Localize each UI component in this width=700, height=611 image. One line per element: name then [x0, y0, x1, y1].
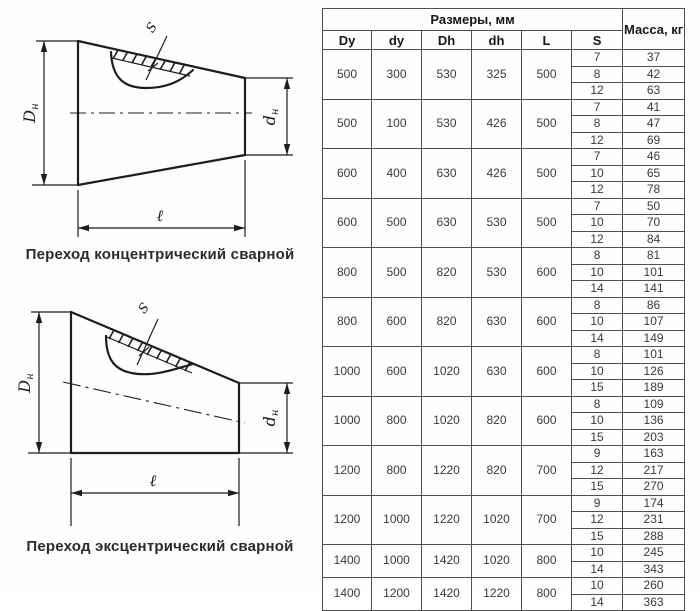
thickness-cell: 12 — [572, 512, 623, 529]
mass-cell: 217 — [623, 462, 685, 479]
dimension-cell: 1220 — [422, 495, 472, 545]
col-header-dh-large: Dh — [422, 31, 472, 50]
mass-cell: 107 — [623, 314, 685, 331]
dimension-cell: 630 — [422, 149, 472, 199]
thickness-cell: 15 — [572, 528, 623, 545]
mass-cell: 270 — [623, 479, 685, 496]
dimension-cell: 630 — [422, 198, 472, 248]
thickness-cell: 14 — [572, 561, 623, 578]
dimension-cell: 530 — [472, 198, 522, 248]
dimension-cell: 530 — [422, 50, 472, 100]
thickness-cell: 14 — [572, 330, 623, 347]
mass-cell: 163 — [623, 446, 685, 463]
thickness-cell: 10 — [572, 215, 623, 232]
dimension-cell: 1020 — [472, 545, 522, 578]
dimension-cell: 500 — [522, 99, 572, 149]
large-diameter-label: Dн — [15, 373, 36, 393]
mass-cell: 42 — [623, 66, 685, 83]
thickness-cell: 7 — [572, 149, 623, 166]
table-row — [323, 99, 685, 116]
small-diameter-label: dн — [260, 409, 281, 427]
thickness-leader-line — [146, 36, 167, 80]
large-diameter-dimension — [15, 312, 71, 453]
thickness-cell: 12 — [572, 132, 623, 149]
mass-cell: 174 — [623, 495, 685, 512]
length-dimension — [78, 160, 245, 237]
thickness-cell: 9 — [572, 495, 623, 512]
concentric-reducer-drawing — [0, 0, 318, 280]
table-body — [323, 50, 685, 611]
dimension-cell: 800 — [372, 446, 422, 496]
mass-cell: 78 — [623, 182, 685, 199]
dimension-cell: 1000 — [323, 396, 372, 446]
mass-cell: 109 — [623, 396, 685, 413]
dimension-cell: 1400 — [323, 578, 372, 611]
table-row — [323, 495, 685, 512]
mass-cell: 37 — [623, 50, 685, 67]
dimension-cell: 800 — [522, 578, 572, 611]
dimension-cell: 300 — [372, 50, 422, 100]
table-header-row-1 — [323, 9, 685, 31]
mass-cell: 65 — [623, 165, 685, 182]
dimension-cell: 800 — [323, 297, 372, 347]
thickness-cell: 12 — [572, 462, 623, 479]
thickness-cell: 14 — [572, 281, 623, 298]
mass-cell: 81 — [623, 248, 685, 265]
thickness-cell: 10 — [572, 264, 623, 281]
table-row — [323, 545, 685, 562]
dimension-cell: 325 — [472, 50, 522, 100]
thickness-label: S — [135, 300, 153, 317]
dimension-cell: 600 — [522, 347, 572, 397]
mass-cell: 245 — [623, 545, 685, 562]
table-row — [323, 347, 685, 364]
mass-cell: 203 — [623, 429, 685, 446]
table-row — [323, 578, 685, 595]
dimension-cell: 1000 — [372, 545, 422, 578]
mass-cell: 50 — [623, 198, 685, 215]
dimension-cell: 1220 — [422, 446, 472, 496]
thickness-cell: 12 — [572, 231, 623, 248]
dimension-cell: 100 — [372, 99, 422, 149]
mass-cell: 260 — [623, 578, 685, 595]
thickness-cell: 9 — [572, 446, 623, 463]
mass-cell: 363 — [623, 594, 685, 611]
dimension-cell: 1200 — [323, 446, 372, 496]
dimension-cell: 500 — [323, 50, 372, 100]
mass-cell: 101 — [623, 264, 685, 281]
table-row — [323, 198, 685, 215]
thickness-cell: 8 — [572, 396, 623, 413]
dimension-cell: 600 — [372, 347, 422, 397]
large-diameter-dimension — [20, 41, 78, 185]
dimension-cell: 1420 — [422, 578, 472, 611]
col-header-dy-large: Dy — [323, 31, 372, 50]
sizes-header: Размеры, мм — [323, 9, 623, 31]
dimension-cell: 700 — [522, 495, 572, 545]
dimension-cell: 1200 — [372, 578, 422, 611]
concentric-caption: Переход концентрический сварной — [25, 246, 295, 263]
dimension-cell: 600 — [372, 297, 422, 347]
thickness-cell: 10 — [572, 165, 623, 182]
mass-cell: 189 — [623, 380, 685, 397]
col-header-s: S — [572, 31, 623, 50]
dimension-cell: 1220 — [472, 578, 522, 611]
dimension-cell: 1420 — [422, 545, 472, 578]
dimension-cell: 530 — [472, 248, 522, 298]
dimension-cell: 500 — [372, 198, 422, 248]
dimension-cell: 600 — [323, 198, 372, 248]
mass-cell: 70 — [623, 215, 685, 232]
thickness-cell: 8 — [572, 297, 623, 314]
dimension-cell: 500 — [522, 149, 572, 199]
dimension-cell: 820 — [472, 446, 522, 496]
table-row — [323, 248, 685, 265]
dimension-cell: 600 — [522, 248, 572, 298]
dimension-cell: 800 — [323, 248, 372, 298]
thickness-cell: 7 — [572, 50, 623, 67]
table-row — [323, 297, 685, 314]
dimension-cell: 600 — [323, 149, 372, 199]
dimension-cell: 500 — [522, 198, 572, 248]
weld-section-detail — [111, 20, 193, 88]
mass-cell: 69 — [623, 132, 685, 149]
dimensions-table — [322, 8, 685, 611]
dimension-cell: 500 — [323, 99, 372, 149]
thickness-cell: 8 — [572, 116, 623, 133]
table-row — [323, 446, 685, 463]
thickness-cell: 10 — [572, 314, 623, 331]
length-label: ℓ — [156, 206, 164, 225]
small-diameter-dimension — [245, 78, 293, 155]
dimension-cell: 530 — [422, 99, 472, 149]
dimension-cell: 426 — [472, 99, 522, 149]
mass-cell: 126 — [623, 363, 685, 380]
col-header-dy-small: dy — [372, 31, 422, 50]
dimension-cell: 1000 — [372, 495, 422, 545]
dimension-cell: 1200 — [323, 495, 372, 545]
dimension-cell: 700 — [522, 446, 572, 496]
dimension-cell: 800 — [372, 396, 422, 446]
mass-cell: 343 — [623, 561, 685, 578]
mass-cell: 141 — [623, 281, 685, 298]
thickness-cell: 8 — [572, 248, 623, 265]
mass-cell: 231 — [623, 512, 685, 529]
length-dimension — [71, 458, 239, 526]
dimension-cell: 426 — [472, 149, 522, 199]
table-row — [323, 149, 685, 166]
thickness-cell: 7 — [572, 99, 623, 116]
col-header-l: L — [522, 31, 572, 50]
mass-cell: 84 — [623, 231, 685, 248]
small-diameter-dimension — [239, 383, 293, 453]
col-header-dh-small: dh — [472, 31, 522, 50]
dimension-cell: 1020 — [422, 396, 472, 446]
dimension-cell: 800 — [522, 545, 572, 578]
thickness-cell: 15 — [572, 380, 623, 397]
large-diameter-label: Dн — [20, 103, 41, 123]
thickness-cell: 8 — [572, 347, 623, 364]
thickness-cell: 10 — [572, 413, 623, 430]
dimension-cell: 630 — [472, 347, 522, 397]
thickness-cell: 8 — [572, 66, 623, 83]
eccentric-reducer-drawing — [0, 293, 318, 558]
small-diameter-label: dн — [260, 108, 281, 126]
reducer-body-outline — [71, 312, 239, 453]
dimension-cell: 500 — [372, 248, 422, 298]
dimension-cell: 1020 — [422, 347, 472, 397]
hatch-pattern — [109, 330, 190, 371]
dimension-cell: 820 — [422, 248, 472, 298]
length-label: ℓ — [149, 471, 157, 490]
dimension-cell: 400 — [372, 149, 422, 199]
table-row — [323, 50, 685, 67]
dimension-cell: 1400 — [323, 545, 372, 578]
thickness-cell: 12 — [572, 83, 623, 100]
thickness-label: S — [143, 20, 161, 36]
mass-cell: 41 — [623, 99, 685, 116]
thickness-cell: 10 — [572, 363, 623, 380]
table-row — [323, 396, 685, 413]
mass-cell: 47 — [623, 116, 685, 133]
mass-header: Масса, кг — [623, 9, 685, 50]
dimension-cell: 600 — [522, 396, 572, 446]
mass-cell: 101 — [623, 347, 685, 364]
thickness-cell: 15 — [572, 429, 623, 446]
thickness-cell: 12 — [572, 182, 623, 199]
eccentric-caption: Переход эксцентрический сварной — [26, 538, 294, 555]
dimension-cell: 1000 — [323, 347, 372, 397]
mass-cell: 46 — [623, 149, 685, 166]
dimension-cell: 630 — [472, 297, 522, 347]
thickness-cell: 10 — [572, 545, 623, 562]
mass-cell: 149 — [623, 330, 685, 347]
mass-cell: 86 — [623, 297, 685, 314]
dimension-cell: 1020 — [472, 495, 522, 545]
dimension-cell: 820 — [472, 396, 522, 446]
dimension-cell: 600 — [522, 297, 572, 347]
centerline — [63, 382, 245, 423]
dimension-cell: 500 — [522, 50, 572, 100]
thickness-cell: 10 — [572, 578, 623, 595]
mass-cell: 136 — [623, 413, 685, 430]
mass-cell: 288 — [623, 528, 685, 545]
thickness-cell: 7 — [572, 198, 623, 215]
dimension-cell: 820 — [422, 297, 472, 347]
weld-section-detail — [106, 300, 193, 374]
mass-cell: 63 — [623, 83, 685, 100]
thickness-cell: 15 — [572, 479, 623, 496]
thickness-cell: 14 — [572, 594, 623, 611]
